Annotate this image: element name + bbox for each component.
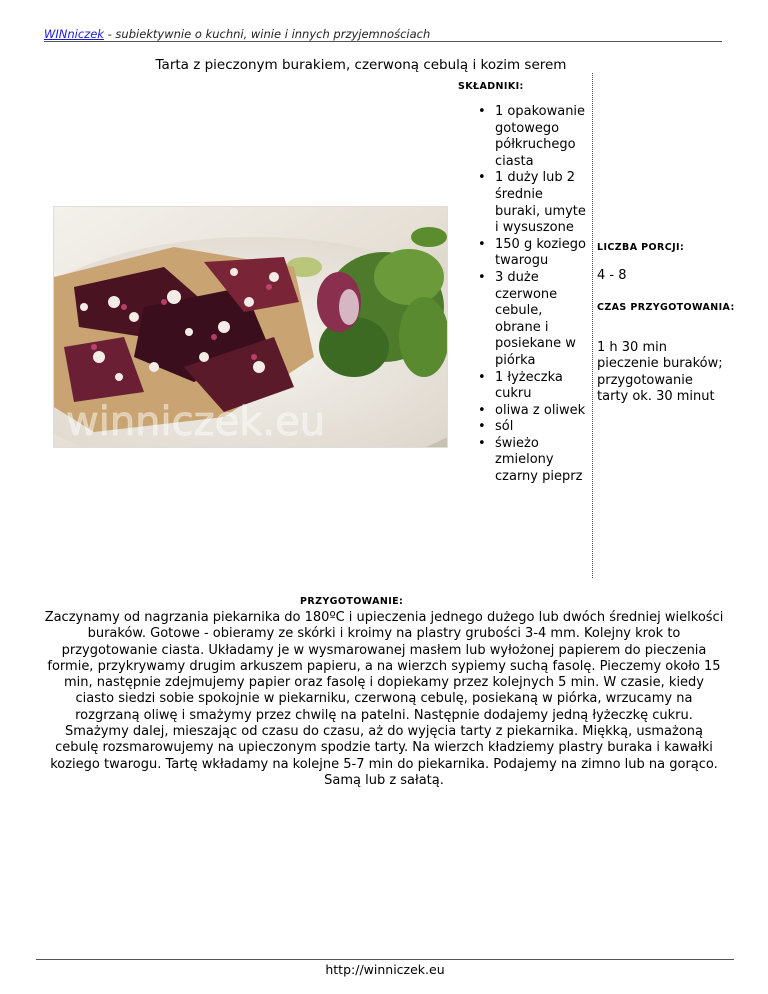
servings-value: 4 - 8: [597, 268, 627, 283]
recipe-title: Tarta z pieczonym burakiem, czerwoną cebulą i kozim serem: [155, 57, 567, 73]
prep-time-value: 1 h 30 min pieczenie buraków; przygotowanie tarty ok. 30 minut: [597, 340, 723, 404]
servings-label: LICZBA PORCJI:: [597, 242, 685, 253]
photo-watermark: winniczek.eu: [66, 399, 326, 445]
ingredient-item: • 150 g koziego twarogu: [478, 237, 590, 270]
column-divider: [592, 73, 593, 578]
ingredient-item: • 1 opakowanie gotowego półkruchego ciasta: [478, 104, 590, 170]
ingredient-item: • 3 duże czerwone cebule, obrane i posiekane w piórka: [478, 270, 590, 370]
prep-time-label: CZAS PRZYGOTOWANIA:: [597, 302, 735, 313]
ingredient-item: • świeżo zmielony czarny pieprz: [478, 436, 590, 486]
ingredients-label: SKŁADNIKI:: [458, 81, 524, 92]
ingredient-item: • 1 łyżeczka cukru: [478, 370, 590, 403]
footer-url: http://winniczek.eu: [325, 962, 445, 977]
page-footer: [36, 959, 734, 978]
preparation-text: Zaczynamy od nagrzania piekarnika do 180ºC i upieczenia jednego dużego lub dwóch średniej wielkości buraków. Gotowe - obieramy ze skórki i kroimy na plastry grubości 3-4 mm. Kolejny krok to przygotowanie ciasta. Układamy je w wysmarowanej masłem lub wyłożonej papierem do pieczenia formie, przykrywamy drugim arkuszem papieru, a na wierzch sypiemy suchą fasolę. Pieczemy około 15 min, następnie zdejmujemy papier oraz fasolę i dopiekamy przez kolejnych 5 min. W czasie, kiedy ciasto siedzi sobie spokojnie w piekarniku, czerwoną cebulę, posiekaną w piórka, wrzucamy na rozgrzaną oliwę i smażymy przez chwilę na patelni. Następnie dodajemy jedną łyżeczkę cukru. Smażymy dalej, mieszając od czasu do czasu, aż do wyjęcia tarty z piekarnika. Miękką, usmażoną cebulę rozsmarowujemy na upieczonym spodzie tarty. Na wierzch kładziemy plastry buraka i kawałki koziego twarogu. Tartę wkładamy na kolejne 5-7 min do piekarnika. Podajemy na zimno lub na gorąco. Samą lub z sałatą.: [44, 610, 724, 788]
recipe-photo: [53, 206, 448, 448]
ingredient-item: • oliwa z oliwek: [478, 403, 590, 420]
tart-photo-illustration: [54, 207, 447, 447]
site-link[interactable]: WINniczek: [44, 27, 104, 41]
ingredient-item: • 1 duży lub 2 średnie buraki, umyte i wysuszone: [478, 170, 590, 236]
preparation-label: PRZYGOTOWANIE:: [300, 596, 404, 607]
ingredient-item: • sól: [478, 419, 590, 436]
site-tagline: - subiektywnie o kuchni, winie i innych przyjemnościach: [103, 27, 431, 41]
ingredients-list: [478, 104, 590, 486]
page-header: [44, 27, 722, 42]
